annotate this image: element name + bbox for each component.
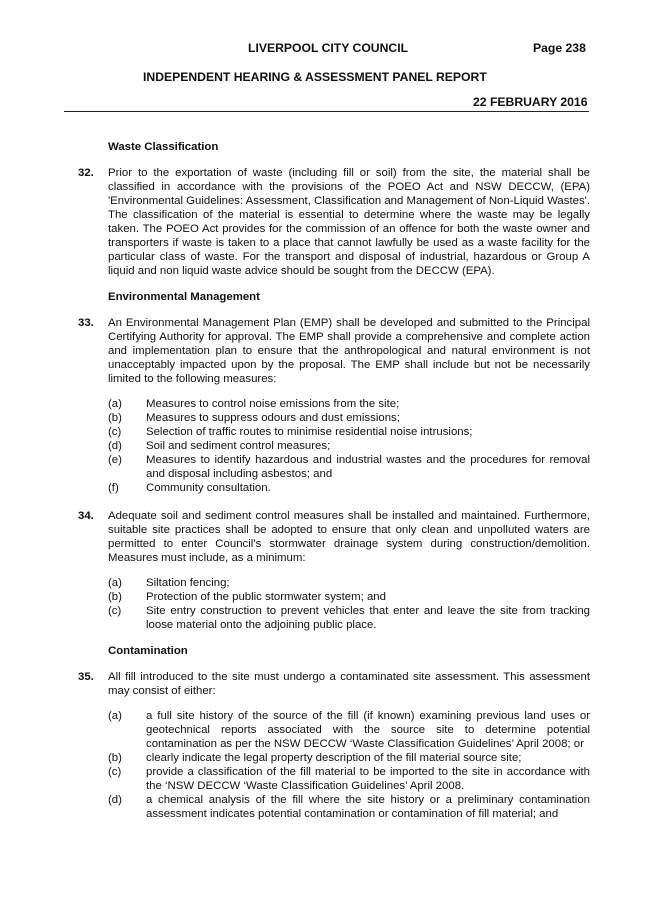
list-item <box>108 590 590 604</box>
environmental-management-heading: Environmental Management <box>108 291 260 303</box>
condition-number: 32. <box>78 167 94 179</box>
list-item-text: Community consultation. <box>146 482 271 494</box>
list-item-text: Protection of the public stormwater system; and <box>146 591 386 603</box>
list-item-text: a chemical analysis of the fill where the site history or a preliminary contamination assessment indicates potential contamination or contamination of fill material; and <box>146 794 590 820</box>
contamination-heading: Contamination <box>108 645 188 657</box>
list-item <box>108 576 590 590</box>
list-item-text: Measures to suppress odours and dust emissions; <box>146 412 400 424</box>
list-item-label: (a) <box>108 398 122 410</box>
list-item <box>108 425 590 439</box>
list-item-label: (c) <box>108 766 122 778</box>
condition-text: Adequate soil and sediment control measures shall be installed and maintained. Furthermore, suitable site practices shall be adopted to ensure that only clean and unpolluted waters are permitted to enter Council’s stormwater drainage system during construction/demolition. Measures must include, as a minimum: <box>108 510 590 564</box>
list-item <box>108 411 590 425</box>
header-divider <box>64 111 589 112</box>
list-item-label: (d) <box>108 440 122 452</box>
condition-34 <box>78 509 590 565</box>
condition-33 <box>78 316 590 386</box>
list-item-text: Measures to control noise emissions from the site; <box>146 398 400 410</box>
list-item <box>108 453 590 481</box>
condition-text: Prior to the exportation of waste (including fill or soil) from the site, the material shall be classified in accordance with the provisions of the POEO Act and NSW DECCW, (EPA) 'Environmental Guidelines: Assessment, Classification and Management of Non-Liquid Wastes'. The classification of the material is essential to determine where the waste may be legally taken. The POEO Act provides for the commission of an offence for both the waste owner and transporters if waste is taken to a place that cannot lawfully be used as a waste facility for the particular class of waste. For the transport and disposal of industrial, hazardous or Group A liquid and non liquid waste advice should be sought from the DECCW (EPA). <box>108 167 590 277</box>
list-item-label: (c) <box>108 605 122 617</box>
list-item-text: Site entry construction to prevent vehicles that enter and leave the site from tracking loose material onto the adjoining public place. <box>146 605 590 631</box>
list-item-label: (a) <box>108 577 122 589</box>
report-date: 22 FEBRUARY 2016 <box>473 95 588 109</box>
list-item-text: provide a classification of the fill material to be imported to the site in accordance with the ‘NSW DECCW ‘Waste Classification Guidelines’ April 2008. <box>146 766 590 792</box>
list-item-text: clearly indicate the legal property description of the fill material source site; <box>146 752 522 764</box>
list-item-label: (c) <box>108 426 122 438</box>
council-name: LIVERPOOL CITY COUNCIL <box>248 41 409 55</box>
list-item <box>108 481 590 495</box>
list-item-text: Selection of traffic routes to minimise residential noise intrusions; <box>146 426 473 438</box>
soil-measures-list <box>108 576 590 632</box>
list-item-label: (a) <box>108 710 122 722</box>
list-item-label: (b) <box>108 412 122 424</box>
emp-measures-list <box>108 397 590 495</box>
list-item-text: a full site history of the source of the fill (if known) examining previous land uses or geotechnical reports associated with the source site to determine potential contamination as per the NSW DECCW ‘Waste Classification Guidelines’ April 2008; or <box>146 710 590 750</box>
list-item-label: (b) <box>108 591 122 603</box>
list-item <box>108 765 590 793</box>
condition-text: All fill introduced to the site must undergo a contaminated site assessment. This assessment may consist of either: <box>108 671 590 697</box>
page-number: Page 238 <box>533 41 586 55</box>
document-body <box>78 140 590 821</box>
contamination-options-list <box>108 709 590 821</box>
list-item-text: Siltation fencing; <box>146 577 230 589</box>
list-item-text: Soil and sediment control measures; <box>146 440 331 452</box>
condition-number: 35. <box>78 671 94 683</box>
condition-number: 34. <box>78 510 94 522</box>
list-item <box>108 793 590 821</box>
list-item <box>108 751 590 765</box>
report-title: INDEPENDENT HEARING & ASSESSMENT PANEL REPORT <box>143 70 487 84</box>
list-item-label: (d) <box>108 794 122 806</box>
list-item-label: (b) <box>108 752 122 764</box>
waste-classification-heading: Waste Classification <box>108 141 219 153</box>
list-item <box>108 604 590 632</box>
list-item <box>108 397 590 411</box>
condition-number: 33. <box>78 317 94 329</box>
list-item-text: Measures to identify hazardous and industrial wastes and the procedures for removal and disposal including asbestos; and <box>146 454 590 480</box>
list-item <box>108 709 590 751</box>
condition-text: An Environmental Management Plan (EMP) shall be developed and submitted to the Principal Certifying Authority for approval. The EMP shall provide a comprehensive and complete action and implementation plan to ensure that the anthropological and natural environment is not unacceptably impacted upon by the proposal. The EMP shall include but not be necessarily limited to the following measures: <box>108 317 590 385</box>
list-item-label: (e) <box>108 454 122 466</box>
condition-32 <box>78 166 590 278</box>
condition-35 <box>78 670 590 698</box>
list-item <box>108 439 590 453</box>
list-item-label: (f) <box>108 482 119 494</box>
